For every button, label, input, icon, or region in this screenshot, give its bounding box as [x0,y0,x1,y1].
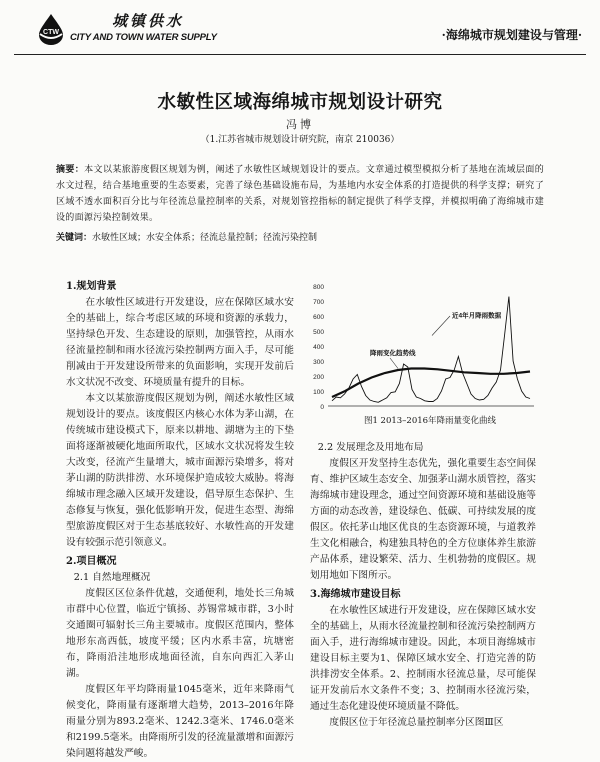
keywords-label: 关键词： [56,233,93,243]
section-2-heading: 2.项目概况 [66,556,117,567]
annotation-leader [432,316,450,336]
abstract-text: 本文以某旅游度假区规划为例，阐述了水敏性区域规划设计的要点。文章通过模型模拟分析了基地在流域层面的水文过程，结合基地重要的生态要素，完善了绿色基础设施布局，为基地内水安全体系的打造提供的科学支撑；研究了区域不透水面积百分比与年径流总量控制率的关系，对规划管控指标的制定提供了科学支撑，并模拟明确了海绵城市建设的面源污染控制效果。 [56,165,545,223]
abstract-label: 摘要： [56,165,85,175]
y-tick-label: 800 [313,284,324,291]
annotation-leader [390,358,398,369]
y-tick-label: 500 [313,329,324,336]
article-title: 水敏性区域海绵城市规划设计研究 [157,92,443,113]
header-rule [14,54,586,55]
journal-logo [34,8,244,52]
affiliation: （1.江苏省城市规划设计研究院，南京 210036） [200,135,400,145]
water-drop-logo-icon [34,12,68,46]
rainfall-trend-line [332,369,530,398]
y-tick-label: 400 [313,344,324,351]
y-tick-label: 200 [313,374,324,381]
journal-name-cn: 城镇供水 [112,12,185,30]
paragraph: 度假区年平均降雨量1045毫米，近年来降雨气候变化，降雨量有逐渐增大趋势，2013–2016年降雨量分别为893.2毫米、1242.3毫米、1746.0毫米和2199.5毫米。由降雨所引发的径流量激增和面源污染问题将越发严峻。 [66,684,294,759]
paragraph: 在水敏性区域进行开发建设，应在保障区域水安全的基础上，综合考虑区域的环境和资源的承载力，坚持绿色开发、生态建设的原则，加强管控，从雨水径流量控制和雨水径流污染控制两方面入手，尽可能削减由于开发建设所带来的负面影响，实现开发前后水文状况不改变、环境质量有提升的目标。 [66,297,294,388]
paragraph: 度假区开发坚持生态优先，强化重要生态空间保育、维护区域生态安全、加强茅山湖水质管控，落实海绵城市建设理念，通过空间资源环境和基础设施等方面的动态改善，建设绿色、低碳、可持续发展的度假区。依托茅山地区优良的生态资源环境，与道教养生文化相融合，构建独具特色的全方位康体养生旅游产品体系，建设繁荣、活力、生机勃勃的度假区。规划用地如下图所示。 [310,458,536,581]
y-tick-label: 0 [320,404,324,411]
subsection-2-2-heading: 2.2 发展理念及用地布局 [317,442,424,453]
keywords [56,230,544,243]
section-tag: ·海绵城市规划建设与管理· [441,28,582,42]
paragraph: 度假区位于年径流总量控制率分区图Ⅲ区 [329,717,504,728]
figure-caption: 图1 2013–2016年降雨量变化曲线 [363,416,497,426]
annotation-monthly-data: 近4年月降雨数据 [452,312,502,320]
paragraph: 在水敏性区域进行开发建设，应在保障区域水安全的基础上，从雨水径流量控制和径流污染控制两方面入手，进行海绵城市建设。因此，本项目海绵城市建设目标主要为1、保障区域水安全、打造完善的防洪排涝安全体系。2、控制雨水径流总量，尽可能保证开发前后水文条件不变；3、控制雨水径流污染，通过生态化建设使环境质量不降低。 [310,605,536,712]
section-1-heading: 1.规划背景 [66,281,117,292]
y-tick-label: 100 [313,389,324,396]
subsection-2-1-heading: 2.1 自然地理概况 [73,572,151,583]
y-tick-label: 600 [313,314,324,321]
y-tick-label: 700 [313,299,324,306]
abstract [56,162,544,226]
left-column [66,276,294,762]
paragraph: 本文以某旅游度假区规划为例，阐述水敏性区域规划设计的要点。该度假区内核心水体为茅山湖，在传统城市建设模式下，原来以耕地、湖塘为主的下垫面将逐渐被硬化地面所取代，区域水文状况将发生较大改变，径流产生量增大，城市面源污染增多，将对茅山湖的防洪排涝、水环境保护造成较大威胁。将海绵城市理念融入区域开发建设，倡导原生态保护、生态修复与恢复，强化低影响开发，促进生态型、海绵型旅游度假区对于生态基底较好、水敏性高的开发建设有较强示范引领意义。 [66,393,294,548]
author: 冯博 [286,118,314,131]
paragraph: 度假区区位条件优越，交通便利，地处长三角城市群中心位置，临近宁镇扬、苏锡常城市群，3小时交通圈可辐射长三角主要城市。度假区范围内，整体地形东高西低，坡度平缓；区内水系丰富，坑塘密布，降雨沿洼地形成地面径流，自东向西汇入茅山湖。 [66,588,294,679]
journal-name-en: CITY AND TOWN WATER SUPPLY [70,32,217,43]
section-3-heading: 3.海绵城市建设目标 [310,589,401,600]
keywords-text: 水敏性区域；水安全体系；径流总量控制；径流污染控制 [92,233,318,243]
right-column [310,440,536,731]
svg-text:CTW: CTW [43,29,59,36]
y-tick-label: 300 [313,359,324,366]
annotation-trend: 降雨变化趋势线 [370,350,416,357]
